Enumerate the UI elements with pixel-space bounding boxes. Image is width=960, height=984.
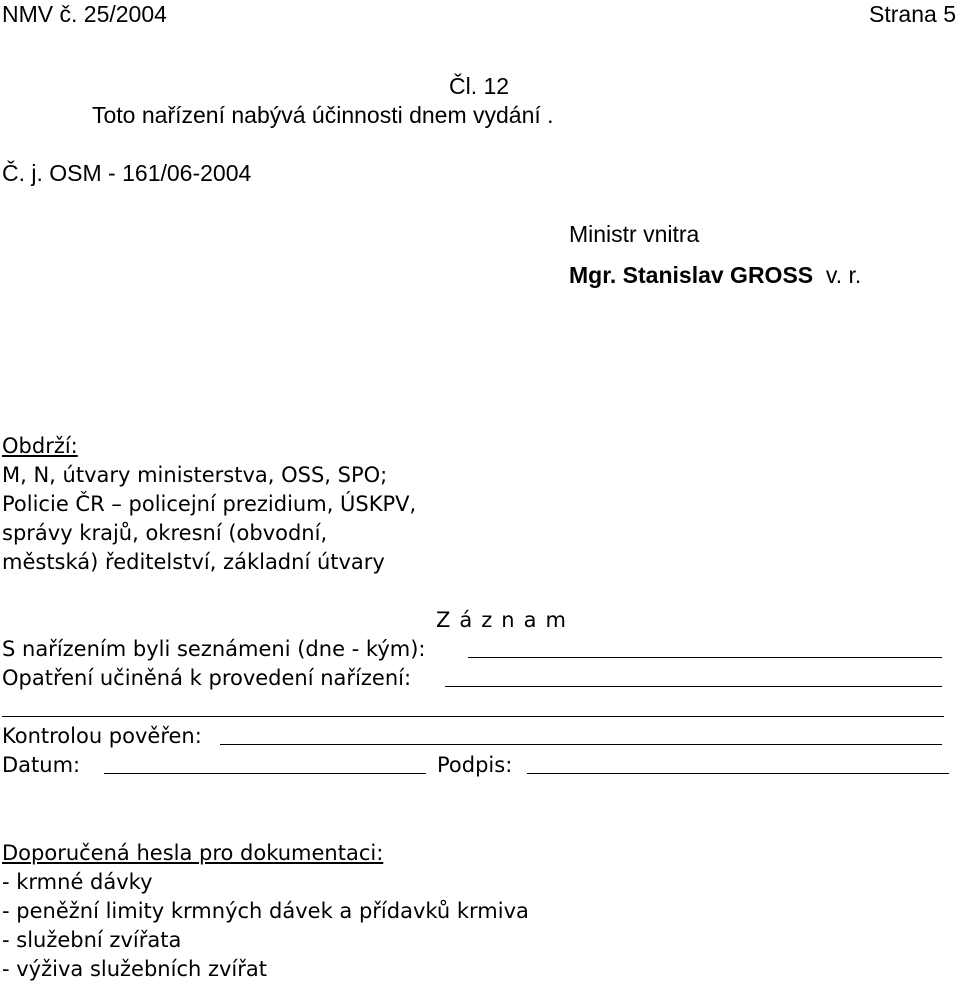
measures-label: Opatření učiněná k provedení nařízení: (2, 666, 412, 690)
date-fill-line (104, 773, 426, 774)
signatory-name-line (569, 261, 861, 289)
recipients-line: Policie ČR – policejní prezidium, ÚSKPV, (2, 492, 417, 516)
recipients-line: městská) ředitelství, základní útvary (2, 550, 385, 574)
signatory-role: Ministr vnitra (569, 221, 700, 247)
keyword-item: - výživa služebních zvířat (2, 957, 267, 981)
control-fill-line (220, 744, 942, 745)
date-label: Datum: (2, 753, 81, 777)
page-number: Strana 5 (869, 1, 956, 27)
keyword-item: - peněžní limity krmných dávek a přídavků krmiva (2, 899, 529, 923)
measures-fill-line-continued (2, 716, 944, 717)
signature-fill-line (527, 773, 949, 774)
article-text: Toto nařízení nabývá účinnosti dnem vydání . (92, 102, 554, 128)
keywords-heading: Doporučená hesla pro dokumentaci: (2, 841, 384, 865)
recipients-label: Obdrží: (2, 434, 78, 458)
recipients-line: M, N, útvary ministerstva, OSS, SPO; (2, 463, 388, 487)
measures-fill-line (445, 686, 942, 687)
acquainted-label: S nařízením byli seznámeni (dne - kým): (2, 637, 426, 661)
article-heading: Čl. 12 (449, 73, 510, 99)
recipients-line: správy krajů, okresní (obvodní, (2, 521, 328, 545)
signatory-suffix: v. r. (825, 262, 862, 288)
document-number: NMV č. 25/2004 (2, 1, 167, 27)
signatory-name: Mgr. Stanislav GROSS (569, 262, 814, 288)
record-title: Záznam (436, 608, 575, 632)
acquainted-fill-line (468, 657, 942, 658)
signature-label: Podpis: (437, 753, 513, 777)
control-label: Kontrolou pověřen: (2, 724, 202, 748)
keyword-item: - služební zvířata (2, 928, 182, 952)
keyword-item: - krmné dávky (2, 870, 153, 894)
reference-number: Č. j. OSM - 161/06-2004 (2, 160, 252, 186)
